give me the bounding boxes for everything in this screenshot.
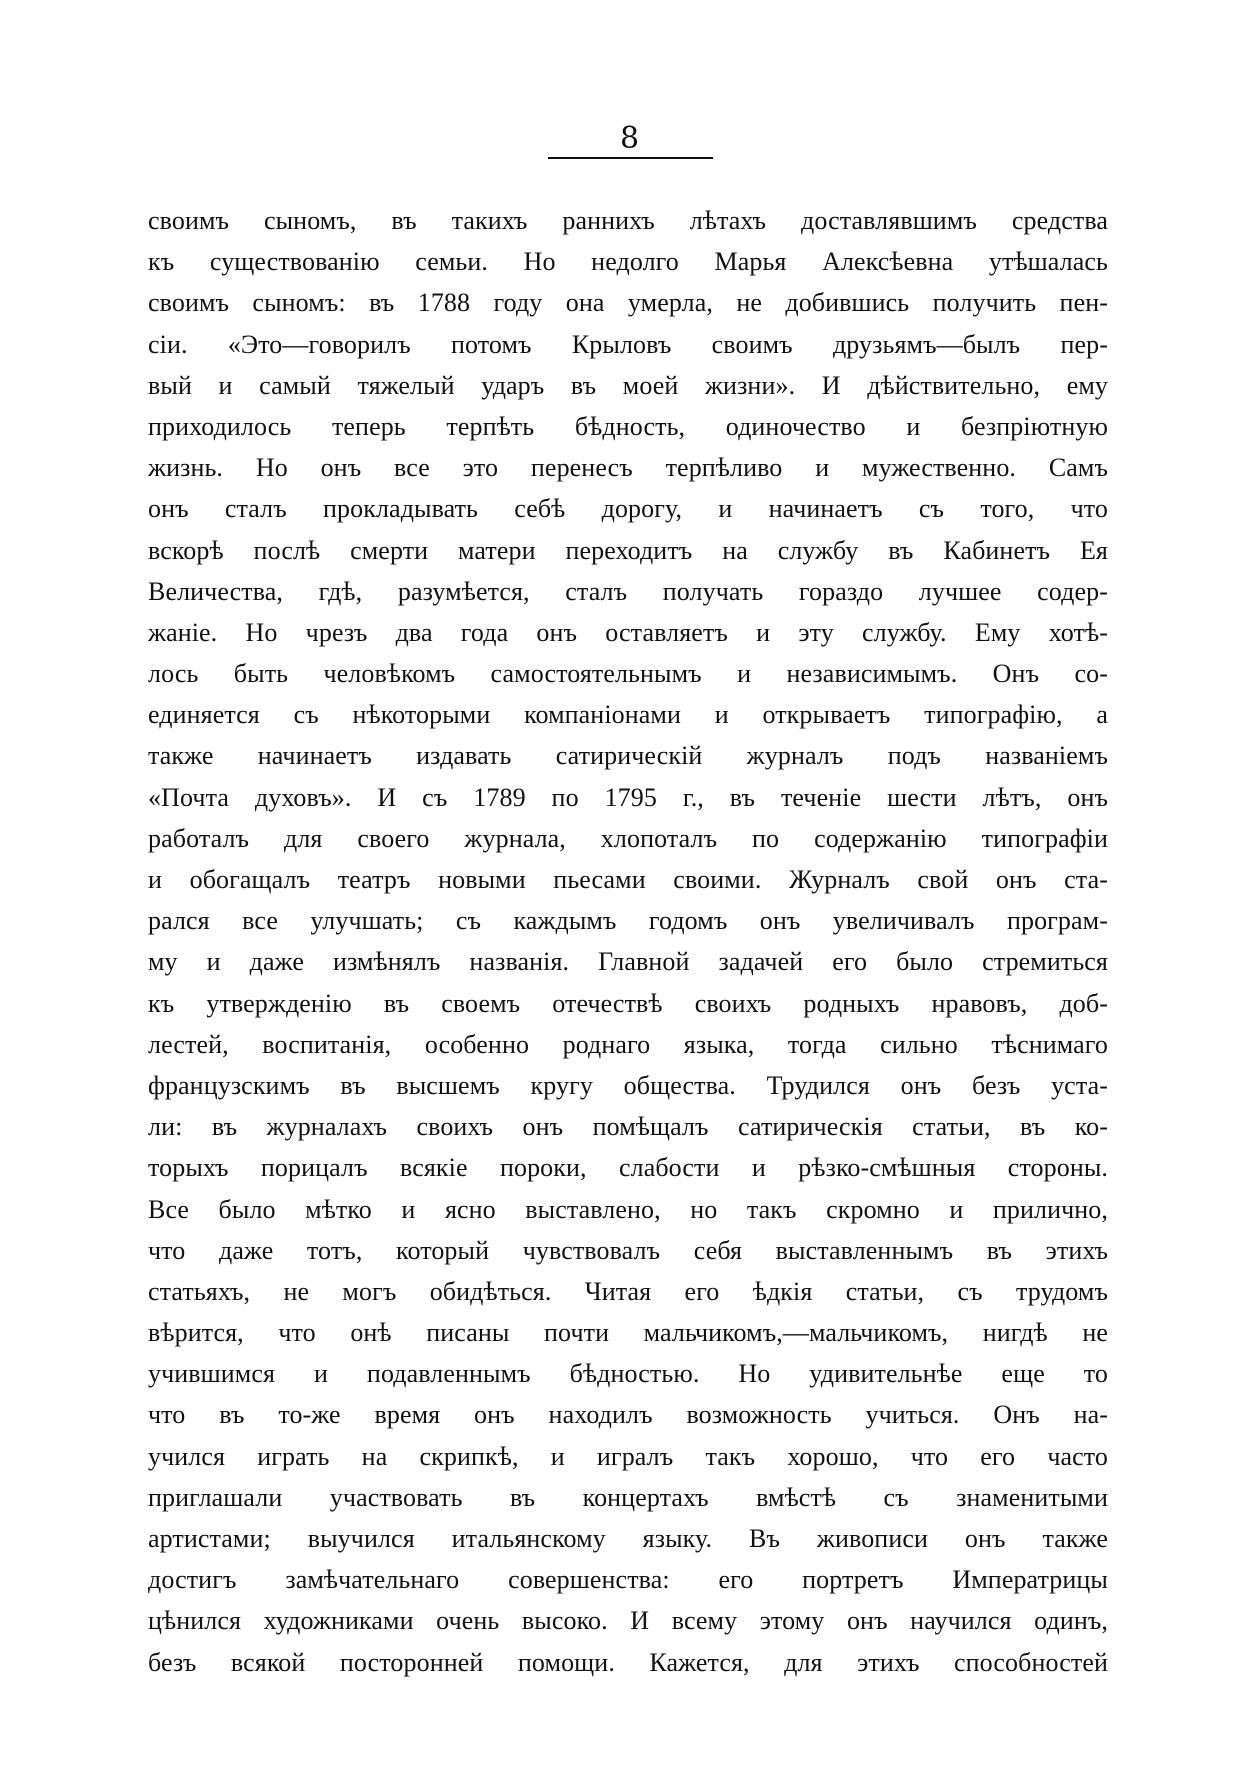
text-line: лось быть человѣкомъ самостоятельнымъ и независимымъ. Онъ со- — [148, 659, 1108, 689]
text-line: приходилось теперь терпѣть бѣдность, одиночество и безпріютную — [148, 411, 1108, 441]
text-line: вѣрится, что онѣ писаны почти мальчикомъ,—мальчикомъ, нигдѣ не — [148, 1318, 1108, 1348]
text-line: учившимся и подавленнымъ бѣдностью. Но удивительнѣе еще то — [148, 1359, 1108, 1389]
text-line: и обогащалъ театръ новыми пьесами своими. Журналъ свой онъ ста- — [148, 865, 1108, 894]
text-line: своимъ сыномъ, въ такихъ раннихъ лѣтахъ доставлявшимъ средства — [148, 206, 1108, 235]
text-line: жизнь. Но онъ все это перенесъ терпѣливо и мужественно. Самъ — [148, 453, 1108, 483]
text-line: Все было мѣтко и ясно выставлено, но такъ скромно и прилично, — [148, 1194, 1108, 1224]
text-line: къ утвержденію въ своемъ отечествѣ своихъ родныхъ нравовъ, доб- — [148, 988, 1108, 1018]
text-line: работалъ для своего журнала, хлопоталъ по содержанію типографіи — [148, 823, 1108, 853]
text-line: что въ то-же время онъ находилъ возможность учиться. Онъ на- — [148, 1400, 1108, 1430]
body-text — [148, 200, 1108, 1683]
text-line: ли: въ журналахъ своихъ онъ помѣщалъ сатирическія статьи, въ ко- — [148, 1112, 1108, 1142]
text-line: своимъ сыномъ: въ 1788 году она умерла, не добившись получить пен- — [148, 288, 1108, 318]
text-line: торыхъ порицалъ всякіе пороки, слабости и рѣзко-смѣшныя стороны. — [148, 1153, 1108, 1183]
page-number-rule — [548, 157, 713, 159]
text-line: Величества, гдѣ, разумѣется, сталъ получать гораздо лучшее содер- — [148, 576, 1108, 606]
text-line: что даже тотъ, который чувствовалъ себя выставленнымъ въ этихъ — [148, 1235, 1108, 1265]
text-line: «Почта духовъ». И съ 1789 по 1795 г., въ теченіе шести лѣтъ, онъ — [148, 782, 1108, 812]
text-line: рался все улучшать; съ каждымъ годомъ онъ увеличивалъ програм- — [148, 906, 1108, 936]
text-line: приглашали участвовать въ концертахъ вмѣстѣ съ знаменитыми — [148, 1482, 1108, 1512]
text-line: единяется съ нѣкоторыми компаніонами и открываетъ типографію, а — [148, 700, 1108, 730]
text-line: цѣнился художниками очень высоко. И всему этому онъ научился одинъ, — [148, 1606, 1108, 1636]
text-line: достигъ замѣчательнаго совершенства: его портретъ Императрицы — [148, 1565, 1108, 1595]
text-line: вый и самый тяжелый ударъ въ моей жизни». И дѣйствительно, ему — [148, 370, 1108, 400]
text-line: артистами; выучился итальянскому языку. Въ живописи онъ также — [148, 1524, 1108, 1553]
text-line: къ существованію семьи. Но недолго Марья Алексѣевна утѣшалась — [148, 247, 1108, 277]
text-line: безъ всякой посторонней помощи. Кажется, для этихъ способностей — [148, 1647, 1108, 1677]
text-line: учился играть на скрипкѣ, и игралъ такъ хорошо, что его часто — [148, 1441, 1108, 1471]
text-line: вскорѣ послѣ смерти матери переходитъ на службу въ Кабинетъ Ея — [148, 535, 1108, 565]
text-line: также начинаетъ издавать сатирическій журналъ подъ названіемъ — [148, 741, 1108, 771]
page-number: 8 — [619, 121, 640, 156]
text-line: статьяхъ, не могъ обидѣться. Читая его ѣдкія статьи, съ трудомъ — [148, 1276, 1108, 1306]
text-line: лестей, воспитанія, особенно роднаго языка, тогда сильно тѣснимаго — [148, 1029, 1108, 1059]
text-line: онъ сталъ прокладывать себѣ дорогу, и начинаетъ съ того, что — [148, 494, 1108, 524]
text-line: французскимъ въ высшемъ кругу общества. Трудился онъ безъ уста- — [148, 1070, 1108, 1100]
text-line: му и даже измѣнялъ названія. Главной задачей его было стремиться — [148, 947, 1108, 977]
text-line: жаніе. Но чрезъ два года онъ оставляетъ и эту службу. Ему хотѣ- — [148, 617, 1108, 647]
text-line: сіи. «Это—говорилъ потомъ Крыловъ своимъ друзьямъ—былъ пер- — [148, 329, 1108, 359]
